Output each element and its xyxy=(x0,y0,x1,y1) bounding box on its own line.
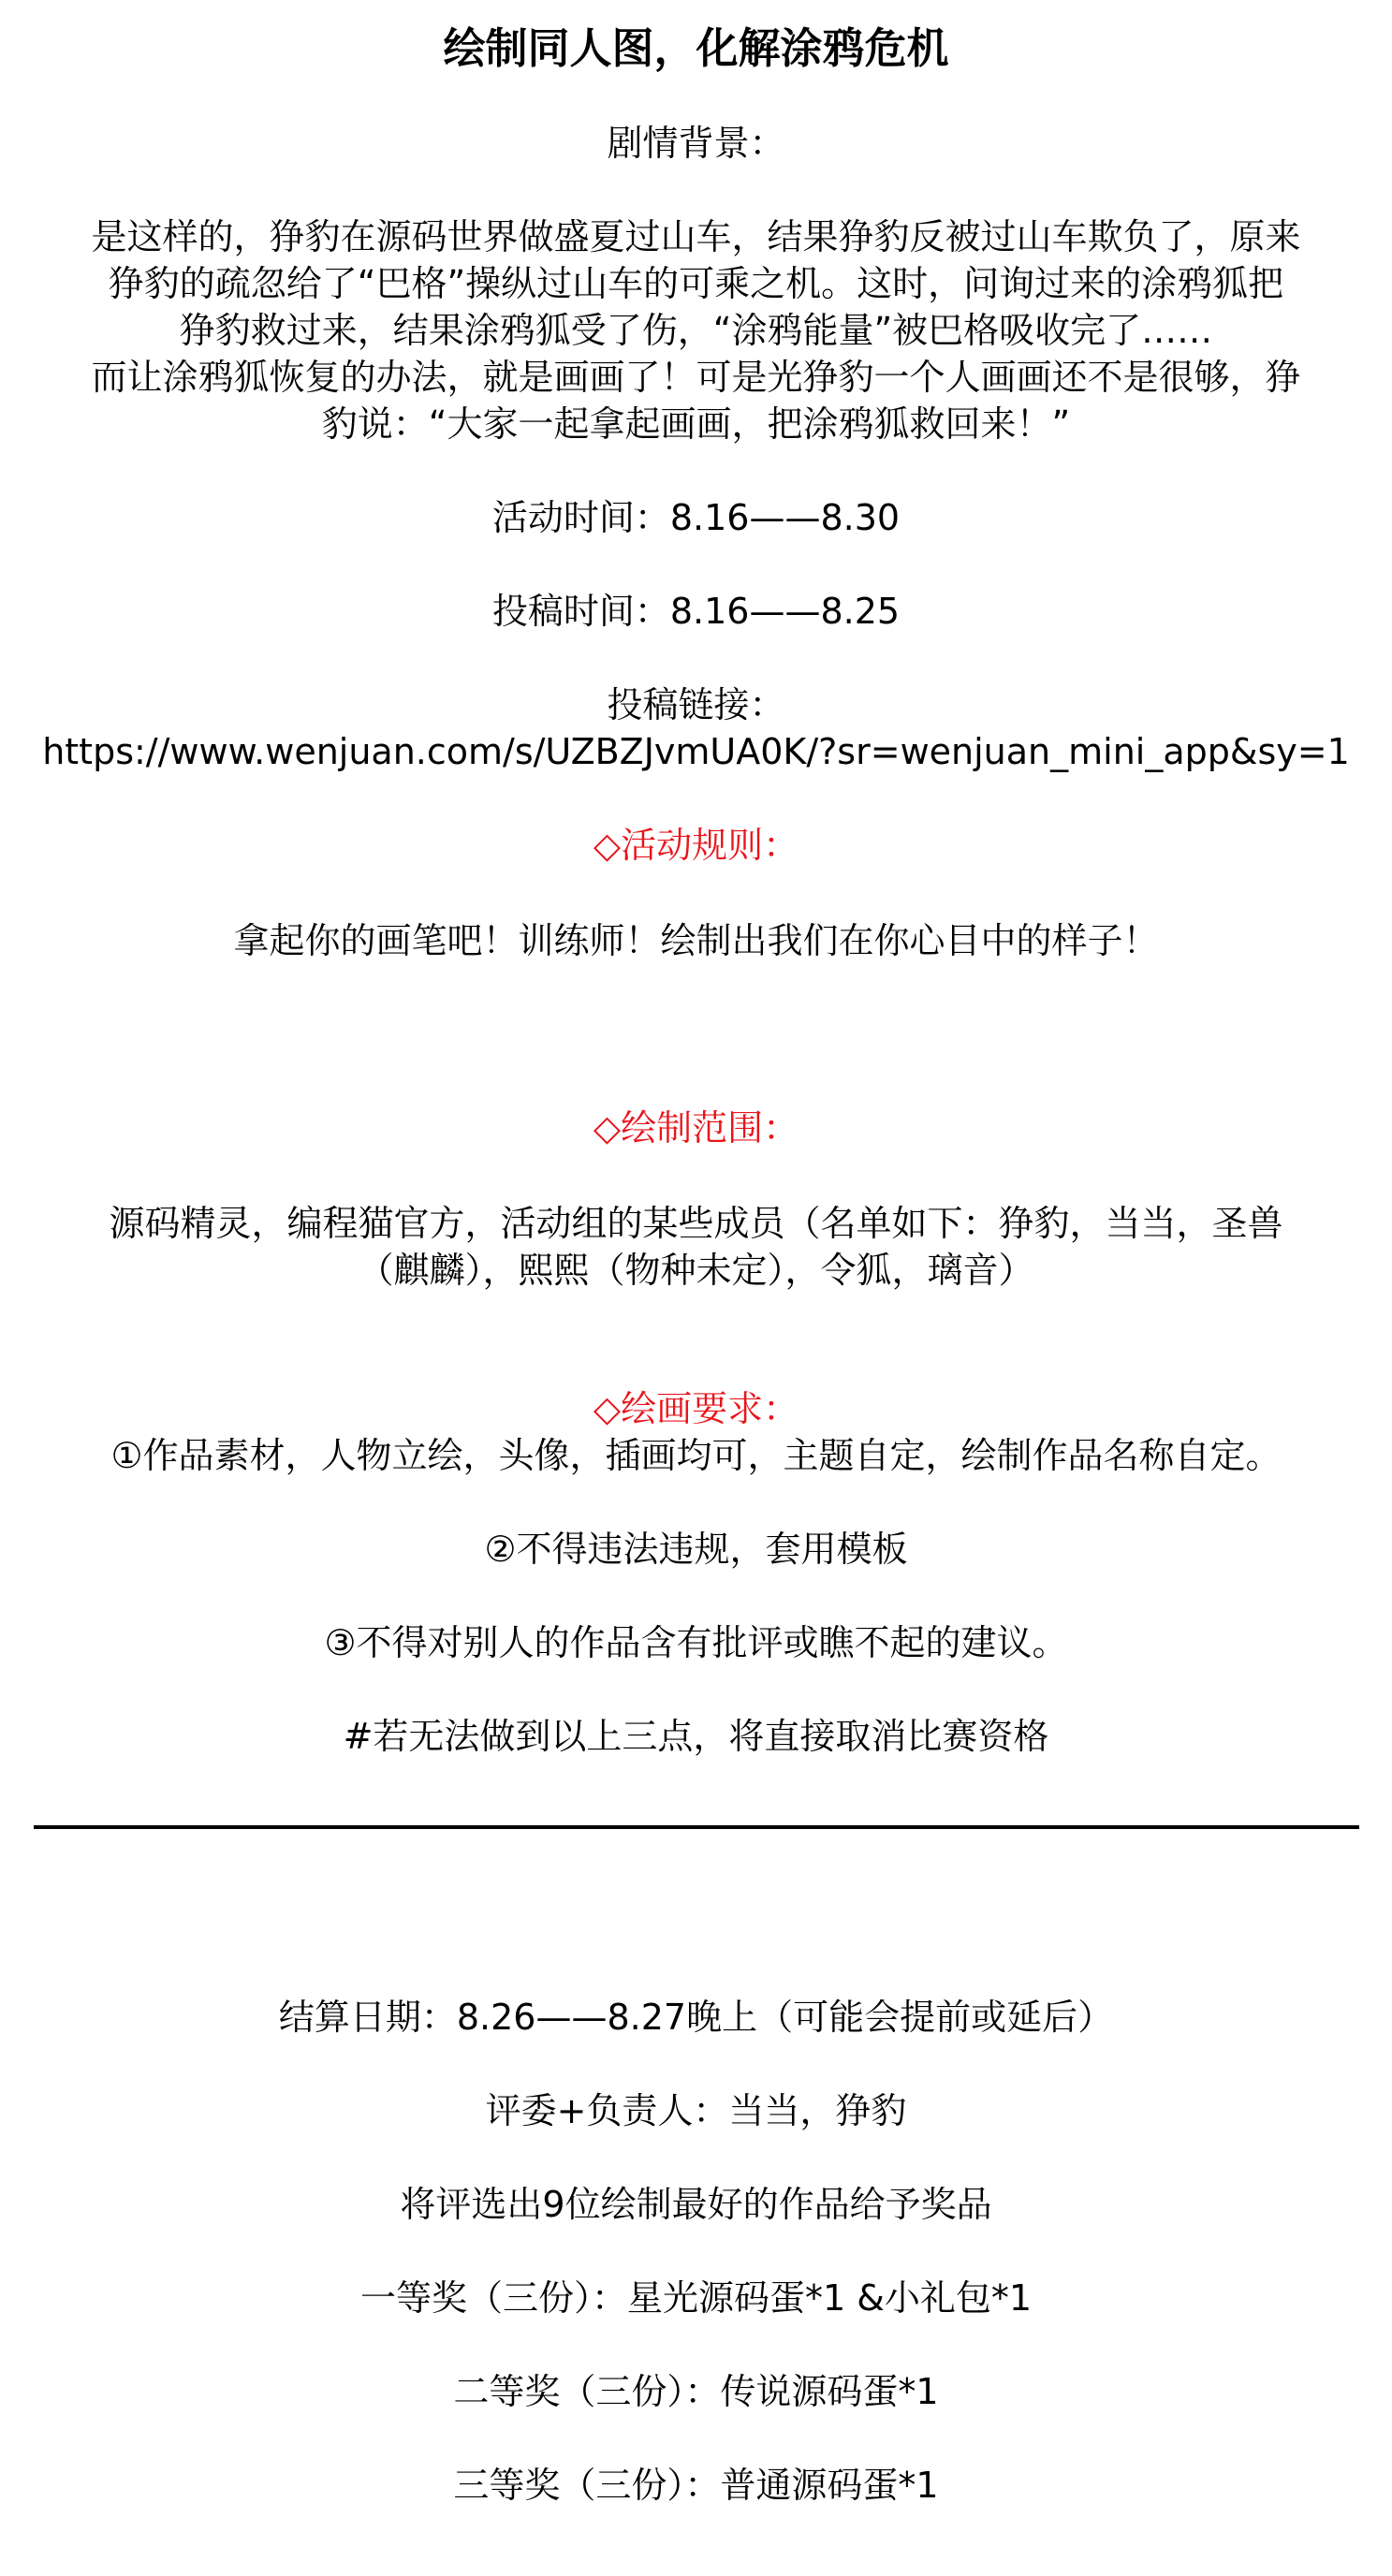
scope-text-section xyxy=(34,1200,1358,1294)
background-line: 狰豹的疏忽给了“巴格”操纵过山车的可乘之机。这时，问询过来的涂鸦狐把 xyxy=(108,263,1284,304)
prize-second: 二等奖（三份）：传说源码蛋*1 xyxy=(453,2371,939,2412)
background-paragraph xyxy=(34,213,1358,447)
section-divider xyxy=(34,1825,1359,1829)
scope-section xyxy=(34,1105,1358,1151)
settlement-date-section xyxy=(34,1994,1358,2041)
rules-text-section xyxy=(34,917,1358,964)
requirements-section xyxy=(34,1385,1358,1479)
rules-section xyxy=(34,822,1358,869)
prize-first-section xyxy=(34,2275,1358,2321)
submission-time-section xyxy=(34,588,1358,635)
background-line: 是这样的，狰豹在源码世界做盛夏过山车，结果狰豹反被过山车欺负了，原来 xyxy=(91,216,1301,257)
scope-heading: ◇绘制范围： xyxy=(593,1107,799,1149)
requirement-item: ③不得对别人的作品含有批评或瞧不起的建议。 xyxy=(324,1622,1068,1663)
scope-line: 源码精灵，编程猫官方，活动组的某些成员（名单如下：狰豹，当当，圣兽 xyxy=(109,1203,1283,1244)
background-section xyxy=(34,120,1358,167)
prize-first: 一等奖（三份）：星光源码蛋*1 &小礼包*1 xyxy=(359,2277,1033,2319)
judges-section xyxy=(34,2087,1358,2134)
requirement-note-section xyxy=(34,1713,1358,1760)
requirements-heading: ◇绘画要求： xyxy=(593,1388,799,1429)
background-line: 豹说：“大家一起拿起画画，把涂鸦狐救回来！” xyxy=(321,403,1071,445)
requirement-item-2-section xyxy=(34,1526,1358,1573)
requirement-note: #若无法做到以上三点，将直接取消比赛资格 xyxy=(343,1716,1049,1757)
activity-time-section xyxy=(34,494,1358,541)
prize-second-section xyxy=(34,2368,1358,2415)
requirement-item-3-section xyxy=(34,1619,1358,1666)
scope-line: （麒麟），熙熙（物种未定），令狐，璃音） xyxy=(358,1250,1034,1291)
settlement-date: 结算日期：8.26——8.27晚上（可能会提前或延后） xyxy=(278,1997,1114,2038)
submission-time: 投稿时间：8.16——8.25 xyxy=(491,591,901,632)
submission-link-url[interactable]: https://www.wenjuan.com/s/UZBZJvmUA0K/?sr=wenjuan_mini_app&sy=1 xyxy=(42,731,1350,772)
activity-time: 活动时间：8.16——8.30 xyxy=(491,497,901,538)
background-line: 狰豹救过来，结果涂鸦狐受了伤，“涂鸦能量”被巴格吸收完了…… xyxy=(179,310,1213,351)
selection-note: 将评选出9位绘制最好的作品给予奖品 xyxy=(400,2184,992,2225)
requirement-item: ①作品素材，人物立绘，头像，插画均可，主题自定，绘制作品名称自定。 xyxy=(110,1435,1282,1476)
prize-third: 三等奖（三份）：普通源码蛋*1 xyxy=(453,2465,939,2506)
judges: 评委+负责人：当当，狰豹 xyxy=(485,2090,907,2131)
page-title: 绘制同人图，化解涂鸦危机 xyxy=(443,23,949,73)
selection-section xyxy=(34,2181,1358,2228)
submission-link-section xyxy=(34,681,1358,775)
prize-third-section xyxy=(34,2462,1358,2509)
submission-link-label: 投稿链接： xyxy=(607,684,785,725)
requirement-item: ②不得违法违规，套用模板 xyxy=(484,1529,908,1570)
background-line: 而让涂鸦狐恢复的办法，就是画画了！可是光狰豹一个人画画还不是很够，狰 xyxy=(91,357,1301,398)
background-heading: 剧情背景： xyxy=(607,123,785,164)
rules-text: 拿起你的画笔吧！训练师！绘制出我们在你心目中的样子！ xyxy=(233,920,1159,961)
rules-heading: ◇活动规则： xyxy=(593,825,799,866)
